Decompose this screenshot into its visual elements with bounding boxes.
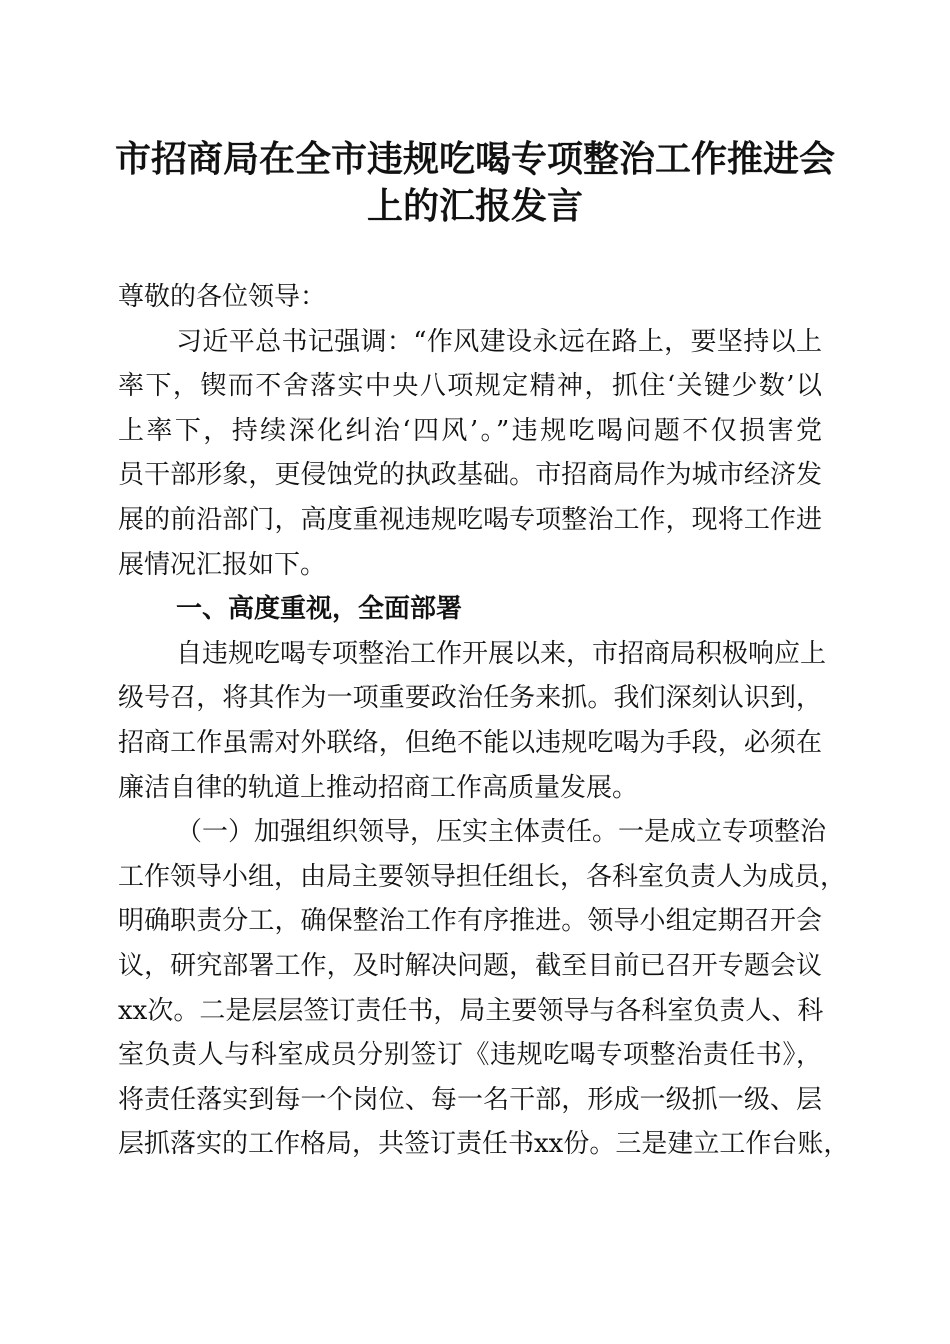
paragraph-line: 议，研究部署工作，及时解决问题，截至目前已召开专题会议 bbox=[118, 950, 822, 981]
paragraph-line: 上率下，持续深化纠治‘四风’。”违规吃喝问题不仅损害党 bbox=[118, 415, 822, 446]
paragraph-line: 室负责人与科室成员分别签订《违规吃喝专项整治责任书》， bbox=[118, 1040, 822, 1071]
paragraph-line: 展情况汇报如下。 bbox=[118, 549, 327, 580]
document-title bbox=[110, 136, 840, 230]
paragraph-line: 明确职责分工，确保整治工作有序推进。领导小组定期召开会 bbox=[118, 906, 822, 937]
section-heading: 一、高度重视，全面部署 bbox=[176, 594, 463, 625]
paragraph-line: 将责任落实到每一个岗位、每一名干部，形成一级抓一级、层 bbox=[118, 1084, 822, 1115]
paragraph-line: 级号召，将其作为一项重要政治任务来抓。我们深刻认识到， bbox=[118, 683, 822, 714]
document-body bbox=[118, 275, 850, 1167]
paragraph-line: 员干部形象，更侵蚀党的执政基础。市招商局作为城市经济发 bbox=[118, 460, 822, 491]
salutation: 尊敬的各位领导： bbox=[118, 282, 327, 312]
paragraph-line: 层抓落实的工作格局，共签订责任书xx份。三是建立工作台账， bbox=[118, 1129, 850, 1160]
title-line-2: 上的汇报发言 bbox=[366, 185, 583, 227]
paragraph-line: 习近平总书记强调：“作风建设永远在路上，要坚持以上 bbox=[176, 326, 822, 357]
paragraph-line: （一）加强组织领导，压实主体责任。一是成立专项整治 bbox=[176, 817, 827, 848]
paragraph-line: 自违规吃喝专项整治工作开展以来，市招商局积极响应上 bbox=[176, 638, 827, 669]
paragraph-line: 招商工作虽需对外联络，但绝不能以违规吃喝为手段，必须在 bbox=[118, 727, 822, 758]
paragraph-line: 廉洁自律的轨道上推动招商工作高质量发展。 bbox=[118, 772, 639, 803]
paragraph-line: 工作领导小组，由局主要领导担任组长，各科室负责人为成员， bbox=[118, 861, 847, 892]
paragraph-line: xx次。二是层层签订责任书，局主要领导与各科室负责人、科 bbox=[118, 995, 824, 1026]
title-line-1: 市招商局在全市违规吃喝专项整治工作推进会 bbox=[114, 138, 835, 180]
paragraph-line: 展的前沿部门，高度重视违规吃喝专项整治工作，现将工作进 bbox=[118, 504, 822, 535]
paragraph-line: 率下，锲而不舍落实中央八项规定精神，抓住‘关键少数’以 bbox=[118, 371, 822, 402]
